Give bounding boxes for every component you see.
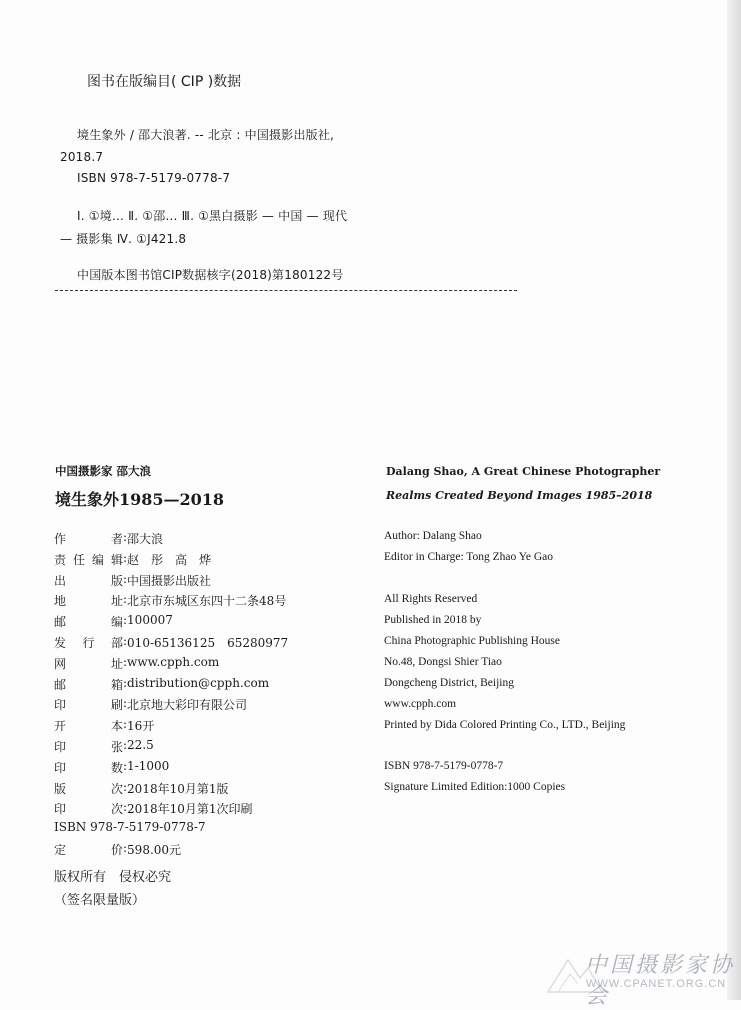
cn-price-label: 定 价	[54, 843, 123, 857]
cip-isbn: ISBN 978-7-5179-0778-7	[77, 171, 231, 185]
cn-info-value: 2018年10月第1次印刷	[127, 802, 253, 817]
cn-info-value: 邵大浪	[127, 532, 164, 546]
cn-info-value: 16开	[127, 719, 155, 734]
colon: :	[123, 738, 128, 752]
cn-price-value: 598.00元	[127, 843, 182, 857]
cip-title-line: 境生象外 / 邵大浪著. -- 北京 : 中国摄影出版社,	[77, 128, 335, 142]
cn-info-row	[54, 655, 219, 672]
colon: :	[123, 779, 128, 794]
cn-info-value: 1-1000	[127, 758, 170, 773]
colon: :	[123, 613, 128, 628]
cn-info-row	[54, 592, 286, 609]
cip-record-number: 中国版本图书馆CIP数据核字(2018)第180122号	[77, 268, 344, 282]
cn-info-value: distribution@cpph.com	[127, 675, 270, 690]
colon: :	[123, 758, 128, 773]
en-author: Author: Dalang Shao	[384, 530, 482, 542]
cn-info-value: 2018年10月第1版	[127, 781, 229, 796]
colon: :	[123, 550, 128, 565]
cn-series-title: 中国摄影家 邵大浪	[55, 464, 152, 478]
en-website: www.cpph.com	[384, 698, 457, 710]
cn-info-label: 印 刷	[54, 698, 123, 713]
cn-info-label: 出 版	[54, 573, 123, 588]
cn-info-value: 赵 彤 高 烨	[127, 552, 212, 567]
cn-info-row	[54, 530, 163, 547]
cn-info-row	[54, 717, 154, 734]
cip-class-line-2: — 摄影集 Ⅳ. ①J421.8	[60, 232, 187, 246]
colon: :	[123, 571, 128, 586]
cn-book-title: 境生象外1985—2018	[55, 490, 225, 509]
cn-info-label: 网 址	[54, 656, 123, 671]
en-address-2: Dongcheng District, Beijing	[384, 677, 514, 689]
cn-info-value: 010-65136125 65280977	[127, 636, 289, 650]
cn-info-label: 印 张	[54, 740, 123, 754]
cip-class-line-1: Ⅰ. ①境… Ⅱ. ①邵… Ⅲ. ①黑白摄影 — 中国 — 现代	[77, 209, 348, 223]
cn-info-label: 版 次	[54, 781, 123, 796]
cn-rights: 版权所有 侵权必究	[54, 870, 172, 885]
cn-info-label: 作 者	[54, 532, 123, 546]
cn-info-row	[54, 738, 154, 755]
colon: :	[123, 675, 128, 690]
cn-info-label: 开 本	[54, 719, 123, 734]
cn-info-row	[54, 634, 288, 651]
cn-info-row	[54, 551, 211, 568]
cip-divider	[55, 290, 517, 291]
cn-edition: （签名限量版）	[54, 893, 146, 908]
colon: :	[123, 530, 128, 544]
cn-price-row	[54, 841, 181, 858]
watermark-text: 中国摄影家协会	[585, 953, 736, 1009]
watermark-url: WWW.CPANET.ORG.CN	[586, 978, 727, 990]
colon: :	[123, 696, 128, 711]
colon: :	[123, 592, 128, 607]
cn-info-row	[54, 780, 229, 797]
colon: :	[123, 800, 128, 815]
cn-info-value: www.cpph.com	[127, 654, 220, 669]
cn-info-label: 发 行 部	[54, 636, 123, 650]
cn-info-value: 中国摄影出版社	[127, 573, 212, 588]
page-edge	[727, 0, 741, 1000]
cn-info-label: 地 址	[54, 594, 123, 609]
cip-heading: 图书在版编目( CIP )数据	[87, 74, 242, 90]
cn-info-label: 印 次	[54, 802, 123, 817]
cn-info-row	[54, 696, 247, 713]
en-published: Published in 2018 by	[384, 614, 482, 626]
cn-info-row	[54, 800, 253, 817]
en-series-title: Dalang Shao, A Great Chinese Photographer	[386, 465, 661, 478]
cn-info-label: 邮 箱	[54, 677, 123, 692]
cn-info-row	[54, 676, 269, 693]
cn-info-row	[54, 572, 211, 589]
en-publisher: China Photographic Publishing House	[384, 635, 561, 647]
cn-info-value: 北京市东城区东四十二条48号	[127, 594, 287, 609]
en-edition: Signature Limited Edition:1000 Copies	[384, 781, 566, 793]
cn-info-label: 印 数	[54, 760, 123, 775]
en-rights: All Rights Reserved	[384, 593, 478, 605]
cn-info-row	[54, 613, 173, 630]
cn-info-row	[54, 759, 169, 776]
en-isbn: ISBN 978-7-5179-0778-7	[384, 760, 504, 772]
en-printer: Printed by Dida Colored Printing Co., LTD., Beijing	[384, 719, 626, 731]
en-address-1: No.48, Dongsi Shier Tiao	[384, 656, 502, 668]
cn-info-label: 责任编辑	[54, 552, 123, 567]
cn-info-value: 北京地大彩印有限公司	[127, 698, 248, 713]
cn-info-label: 邮 编	[54, 615, 123, 630]
colon: :	[123, 654, 128, 669]
cn-isbn: ISBN 978-7-5179-0778-7	[54, 820, 206, 834]
en-editor: Editor in Charge: Tong Zhao Ye Gao	[384, 551, 554, 563]
cn-info-value: 22.5	[127, 738, 154, 752]
colon: :	[123, 634, 128, 648]
cn-info-value: 100007	[127, 613, 173, 628]
en-book-title: Realms Created Beyond Images 1985–2018	[386, 489, 653, 502]
colon: :	[123, 841, 128, 855]
colon: :	[123, 717, 128, 732]
cip-date-line: 2018.7	[60, 150, 104, 164]
